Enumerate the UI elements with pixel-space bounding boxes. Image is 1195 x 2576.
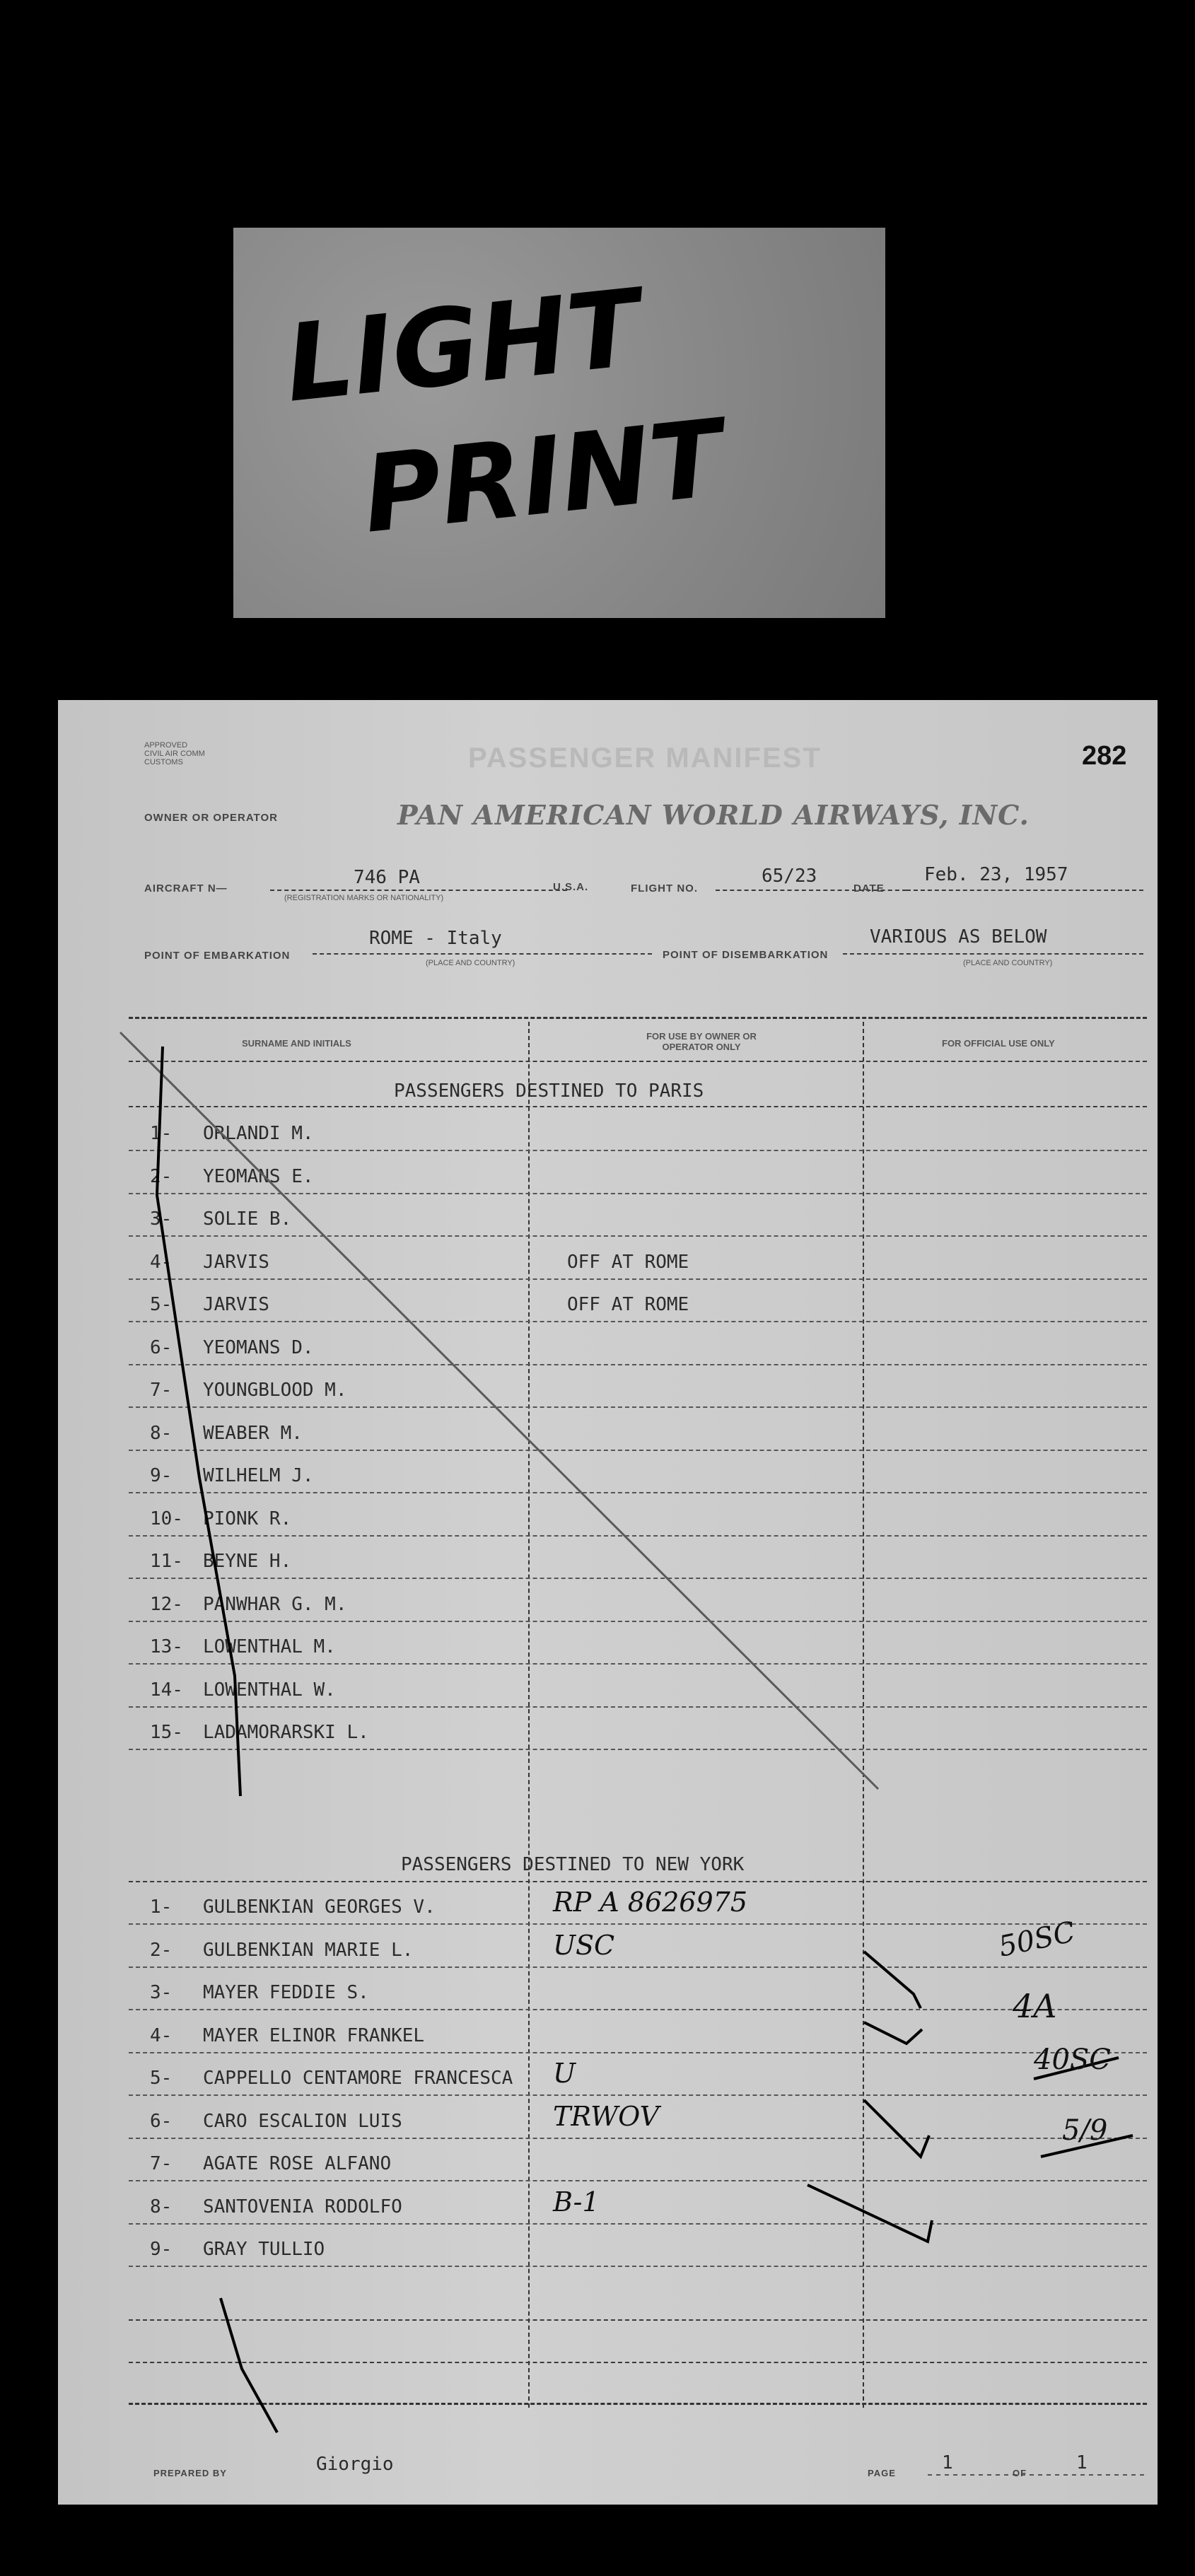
passenger-name: SANTOVENIA RODOLFO (203, 2196, 402, 2217)
row-number: 9- (150, 1465, 173, 1486)
passenger-name: YEOMANS E. (203, 1165, 314, 1187)
check-mark (864, 1952, 921, 2008)
disembark-sub: (PLACE AND COUNTRY) (963, 959, 1053, 967)
margin-note-50sc: 50SC (996, 1916, 1078, 1964)
passenger-name: LOWENTHAL M. (203, 1636, 336, 1657)
date-label: DATE (853, 882, 885, 894)
passenger-name: JARVIS (203, 1251, 269, 1273)
passenger-name: ORLANDI M. (203, 1123, 314, 1144)
check-mark (864, 2100, 929, 2157)
disembark-value: VARIOUS AS BELOW (870, 926, 1047, 948)
handwritten-marks (58, 700, 1158, 2505)
owner-note: RP A 8626975 (553, 1887, 748, 1918)
of-value: 1 (1076, 2452, 1088, 2473)
passenger-name: WEABER M. (203, 1422, 303, 1444)
section-heading-new-york: PASSENGERS DESTINED TO NEW YORK (401, 1854, 745, 1875)
row-number: 4- (150, 1251, 173, 1273)
passenger-name: GRAY TULLIO (203, 2239, 325, 2260)
document-number: 282 (1082, 741, 1127, 771)
check-mark (864, 2022, 922, 2044)
bottom-tick-stroke (221, 2298, 277, 2432)
passenger-name: YOUNGBLOOD M. (203, 1380, 347, 1401)
row-number: 8- (150, 1422, 173, 1444)
col-header-owner: FOR USE BY OWNER OR OPERATOR ONLY (646, 1031, 757, 1052)
manifest-title: PASSENGER MANIFEST (468, 742, 822, 774)
row-number: 10- (150, 1508, 183, 1529)
aircraft-sub: (REGISTRATION MARKS OR NATIONALITY) (284, 894, 444, 902)
col-header-official: FOR OFFICIAL USE ONLY (942, 1038, 1055, 1049)
margin-note-5-9: 5/9 (1062, 2114, 1108, 2147)
row-number: 2- (150, 1939, 173, 1961)
check-mark (808, 2185, 932, 2242)
row-number: 5- (150, 2068, 173, 2089)
prepared-by-label: PREPARED BY (153, 2468, 227, 2478)
of-label: OF (1013, 2468, 1027, 2478)
passenger-name: BEYNE H. (203, 1551, 292, 1572)
passenger-name: JARVIS (203, 1294, 269, 1315)
prepared-by-value: Giorgio (316, 2454, 394, 2475)
row-number: 2- (150, 1165, 173, 1187)
owner-note: B-1 (553, 2186, 600, 2217)
row-number: 15- (150, 1722, 183, 1743)
owner-label: OWNER OR OPERATOR (144, 812, 278, 824)
row-number: 14- (150, 1679, 183, 1701)
passenger-name: LOWENTHAL W. (203, 1679, 336, 1701)
row-number: 9- (150, 2239, 173, 2260)
passenger-name: CARO ESCALION LUIS (203, 2110, 402, 2132)
passenger-name: PIONK R. (203, 1508, 292, 1529)
row-number: 11- (150, 1551, 183, 1572)
passenger-name: WILHELM J. (203, 1465, 314, 1486)
manifest-page (58, 700, 1158, 2505)
passenger-name: MAYER FEDDIE S. (203, 1982, 369, 2003)
passenger-name: AGATE ROSE ALFANO (203, 2153, 392, 2174)
approval-stamp: APPROVED CIVIL AIR COMM CUSTOMS (144, 741, 205, 767)
margin-note-40sc: 40SC (1034, 2044, 1111, 2076)
passenger-name: MAYER ELINOR FRANKEL (203, 2024, 425, 2046)
page-label: PAGE (868, 2468, 896, 2478)
aircraft-label: AIRCRAFT N— (144, 882, 228, 894)
row-number: 6- (150, 2110, 173, 2132)
passenger-name: GULBENKIAN MARIE L. (203, 1939, 414, 1961)
embark-value: ROME - Italy (369, 928, 502, 949)
row-number: 1- (150, 1123, 173, 1144)
owner-note: TRWOV (553, 2100, 660, 2132)
aircraft-value: 746 PA (354, 867, 420, 888)
passenger-name: GULBENKIAN GEORGES V. (203, 1896, 436, 1918)
section-heading-paris: PASSENGERS DESTINED TO PARIS (394, 1080, 704, 1102)
flight-label: FLIGHT NO. (631, 882, 698, 894)
row-number: 6- (150, 1336, 173, 1358)
print-text: PRINT (357, 397, 729, 557)
col-header-names: SURNAME AND INITIALS (242, 1038, 351, 1049)
row-number: 7- (150, 1380, 173, 1401)
row-number: 7- (150, 2153, 173, 2174)
embark-sub: (PLACE AND COUNTRY) (426, 959, 515, 967)
row-number: 13- (150, 1636, 183, 1657)
flight-value: 65/23 (762, 866, 817, 887)
disembark-label: POINT OF DISEMBARKATION (663, 949, 829, 961)
owner-note: OFF AT ROME (567, 1251, 689, 1273)
operator-name: PAN AMERICAN WORLD AIRWAYS, INC. (397, 799, 1030, 831)
margin-note-4a: 4A (1013, 1987, 1057, 2025)
vertical-cancel-stroke (157, 1047, 240, 1796)
passenger-name: PANWHAR G. M. (203, 1593, 347, 1615)
owner-note: OFF AT ROME (567, 1294, 689, 1315)
light-text: LIGHT (279, 267, 646, 426)
row-number: 8- (150, 2196, 173, 2217)
date-value: Feb. 23, 1957 (924, 864, 1068, 885)
embark-label: POINT OF EMBARKATION (144, 950, 291, 962)
usa-label: U.S.A. (553, 881, 589, 893)
passenger-name: SOLIE B. (203, 1208, 292, 1230)
row-number: 3- (150, 1208, 173, 1230)
row-number: 4- (150, 2024, 173, 2046)
row-number: 1- (150, 1896, 173, 1918)
light-print-lettering (233, 228, 885, 618)
passenger-name: YEOMANS D. (203, 1336, 314, 1358)
owner-note: USC (553, 1929, 615, 1961)
light-print-card (233, 228, 885, 618)
row-number: 5- (150, 1294, 173, 1315)
passenger-name: LADAMORARSKI L. (203, 1722, 369, 1743)
owner-note: U (553, 2058, 576, 2089)
row-number: 3- (150, 1982, 173, 2003)
passenger-name: CAPPELLO CENTAMORE FRANCESCA (203, 2068, 513, 2089)
page-value: 1 (942, 2452, 953, 2473)
row-number: 12- (150, 1593, 183, 1615)
